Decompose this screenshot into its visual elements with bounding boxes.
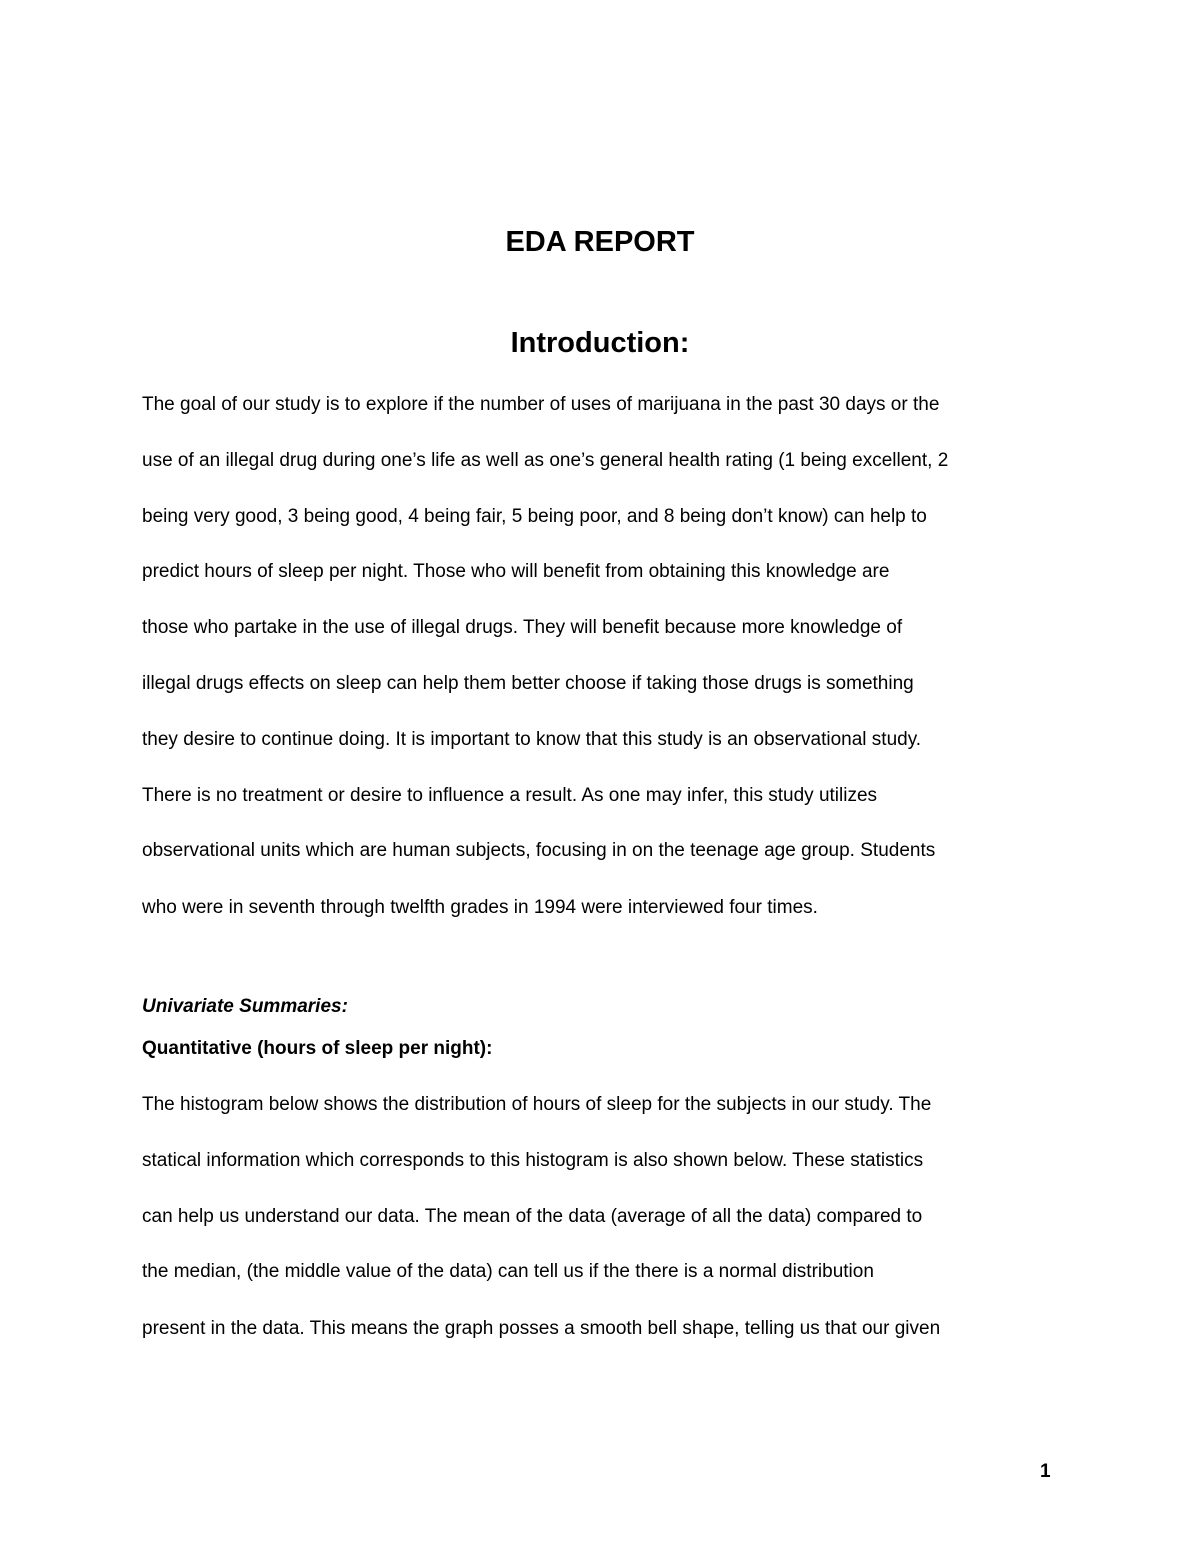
introduction-heading: Introduction: — [510, 327, 690, 359]
document-title: EDA REPORT — [505, 226, 695, 258]
paragraph-line: those who partake in the use of illegal drugs. They will benefit because more knowledge of — [142, 617, 903, 638]
paragraph-line: being very good, 3 being good, 4 being fair, 5 being poor, and 8 being don’t know) can help to — [142, 506, 927, 527]
page-number: 1 — [1040, 1461, 1051, 1482]
paragraph-line: use of an illegal drug during one’s life as well as one’s general health rating (1 being excellent, 2 — [142, 450, 949, 471]
paragraph-line: who were in seventh through twelfth grades in 1994 were interviewed four times. — [142, 897, 818, 918]
univariate-summaries-heading: Univariate Summaries: — [142, 996, 348, 1017]
paragraph-line: illegal drugs effects on sleep can help them better choose if taking those drugs is something — [142, 673, 914, 694]
paragraph-line: predict hours of sleep per night. Those who will benefit from obtaining this knowledge are — [142, 561, 890, 582]
paragraph-line: There is no treatment or desire to influence a result. As one may infer, this study utilizes — [142, 785, 878, 806]
quantitative-subheading: Quantitative (hours of sleep per night): — [142, 1038, 493, 1059]
paragraph-line: they desire to continue doing. It is important to know that this study is an observational study. — [142, 729, 922, 750]
paragraph-line: observational units which are human subjects, focusing in on the teenage age group. Students — [142, 840, 936, 861]
paragraph-line: The histogram below shows the distribution of hours of sleep for the subjects in our study. The — [142, 1094, 932, 1115]
paragraph-line: The goal of our study is to explore if the number of uses of marijuana in the past 30 days or the — [142, 394, 940, 415]
paragraph-line: the median, (the middle value of the data) can tell us if the there is a normal distribution — [142, 1261, 874, 1282]
paragraph-line: can help us understand our data. The mean of the data (average of all the data) compared to — [142, 1206, 923, 1227]
paragraph-line: present in the data. This means the graph posses a smooth bell shape, telling us that our given — [142, 1318, 941, 1339]
paragraph-line: statical information which corresponds to this histogram is also shown below. These statistics — [142, 1150, 924, 1171]
